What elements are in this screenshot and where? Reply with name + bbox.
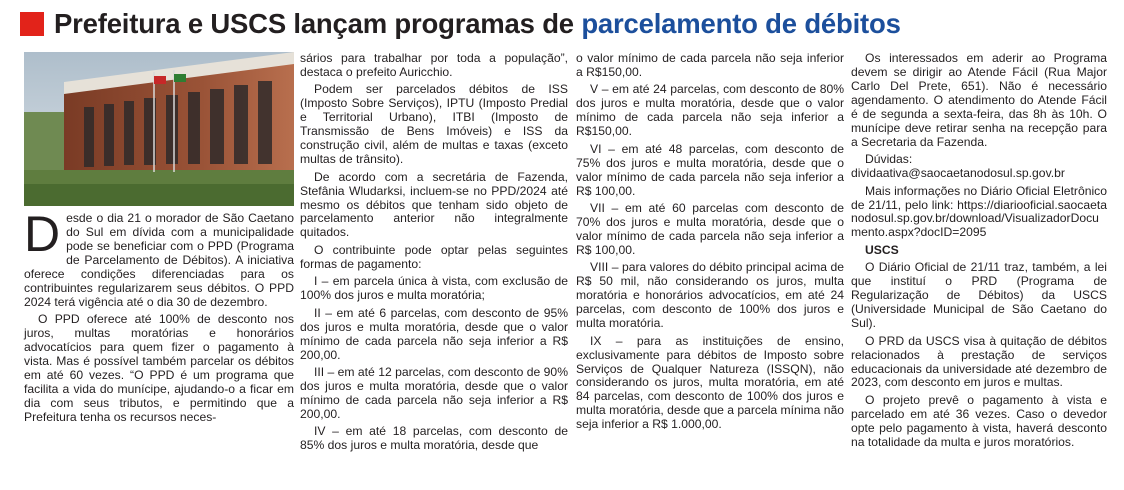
paragraph: III – em até 12 parcelas, com desconto de 90% dos juros e multa moratória, desde que o valor mínimo de cada parcela não seja inferior a R$ 200,00. [300,365,568,421]
paragraph: O PRD da USCS visa à quitação de débitos relacionados à prestação de serviços educacionais da universidade até dezembro de 2023, com desconto em juros e multas. [851,333,1107,390]
paragraph: o valor mínimo de cada parcela não seja inferior a R$150,00. [576,51,844,79]
paragraph: VII – em até 60 parcelas com desconto de 70% dos juros e multa moratória, desde que o valor mínimo de cada parcela não seja inferior a R$ 100,00. [576,201,844,257]
headline-text [54,8,901,40]
headline-highlight: parcelamento de débitos [581,8,901,39]
column-3 [576,52,844,436]
subhead-uscs: USCS [865,242,899,257]
paragraph: II – em até 6 parcelas, com desconto de 95% dos juros e multa moratória, desde que o valor mínimo de cada parcela não seja inferior a R$ 200,00. [300,305,568,362]
building-photo [24,52,294,206]
red-square-marker [20,12,44,36]
column-4 [851,52,1107,453]
building-photo-icon [24,52,294,206]
paragraph: I – em parcela única à vista, com exclusão de 100% dos juros e multa moratória; [300,274,568,303]
paragraph: sários para trabalhar por toda a população”, destaca o prefeito Auricchio. [300,51,568,79]
paragraph: VIII – para valores do débito principal acima de R$ 50 mil, não considerando os juros, multa moratória e honorários advocatícios, em até 24 parcelas, com desconto de 100% dos juros e multa moratória. [576,260,844,331]
paragraph: Desde o dia 21 o morador de São Caetano do Sul em dívida com a municipalidade pode se beneficiar com o PPD (Programa de Parcelamento de Débitos). A iniciativa oferece condições diferenciadas para os contribuintes regularizarem seus débitos. O PPD 2024 terá vigência até o dia 30 de dezembro. [24,206,294,309]
paragraph: VI – em até 48 parcelas, com desconto de 75% dos juros e multa moratória, desde que o valor mínimo de cada parcela não seja inferior a R$ 100,00. [576,141,844,198]
paragraph: IX – para as instituições de ensino, exclusivamente para débitos de Imposto sobre Serviços de Qualquer Natureza (ISSQN), não considerando os juros, multa moratória, em até 84 parcelas, com desconto de 100% dos juros e multa moratória, desde que a parcela mínima não seja inferior a R$ 1.000,00. [576,333,844,432]
paragraph-email: Dúvidas: dividaativa@saocaetanodosul.sp.gov.br [851,152,1065,181]
paragraph: O contribuinte pode optar pelas seguintes formas de pagamento: [300,242,568,271]
paragraph: IV – em até 18 parcelas, com desconto de 85% dos juros e multa moratória, desde que [300,424,568,453]
paragraph: De acordo com a secretária de Fazenda, Stefânia Wludarksi, incluem-se no PPD/2024 até mesmo os débitos que tenham sido objeto de parcelamento anterior não integralmente quitados. [300,169,568,240]
headline [20,4,901,44]
paragraph: O projeto prevê o pagamento à vista e parcelado em até 36 vezes. Caso o devedor opte pelo pagamento à vista, haverá desconto na totalidade da multa e juros moratórios. [851,392,1107,449]
column-2 [300,52,568,457]
paragraph: V – em até 24 parcelas, com desconto de 80% dos juros e multa moratória, desde que o valor mínimo de cada parcela não seja inferior a R$150,00. [576,82,844,139]
paragraph: O PPD oferece até 100% de desconto nos juros, multas moratórias e honorários advocatícios para quem fizer o pagamento à vista. Mas é possível também parcelar os débitos em até 60 vezes. “O PPD é um programa que facilita a vida do munícipe, ajudando-o a ficar em dia com seus tributos, e permitindo que a Prefeitura tenha os recursos neces- [24,312,294,424]
column-1 [24,206,294,428]
drop-cap: D [24,206,61,262]
paragraph-link: Mais informações no Diário Oficial Eletrônico de 21/11, pelo link: https://diariooficial.saocaetanodosul.sp.gov.br/download/VisualizadorDocumento.aspx?docID=2095 [851,183,1107,240]
paragraph: O Diário Oficial de 21/11 traz, também, a lei que instituí o PRD (Programa de Regularização de Débitos) da USCS (Universidade Municipal de São Caetano do Sul). [851,260,1107,331]
paragraph: Podem ser parcelados débitos de ISS (Imposto Sobre Serviços), IPTU (Imposto Predial e Territorial Urbano), ITBI (Imposto de Transmissão de Bens Imóveis) e ISS da construção civil, além de multas e taxas (exceto multas de trânsito). [300,82,568,167]
headline-part-1: Prefeitura e USCS lançam programas de [54,8,582,39]
paragraph: Os interessados em aderir ao Programa devem se dirigir ao Atende Fácil (Rua Major Carlo Del Prete, 651). Não é necessário agendamento. O atendimento do Atende Fácil é de segunda a sexta-feira, das 8h às 10h. O munícipe deve retirar senha na recepção para a Secretaria da Fazenda. [851,51,1107,149]
